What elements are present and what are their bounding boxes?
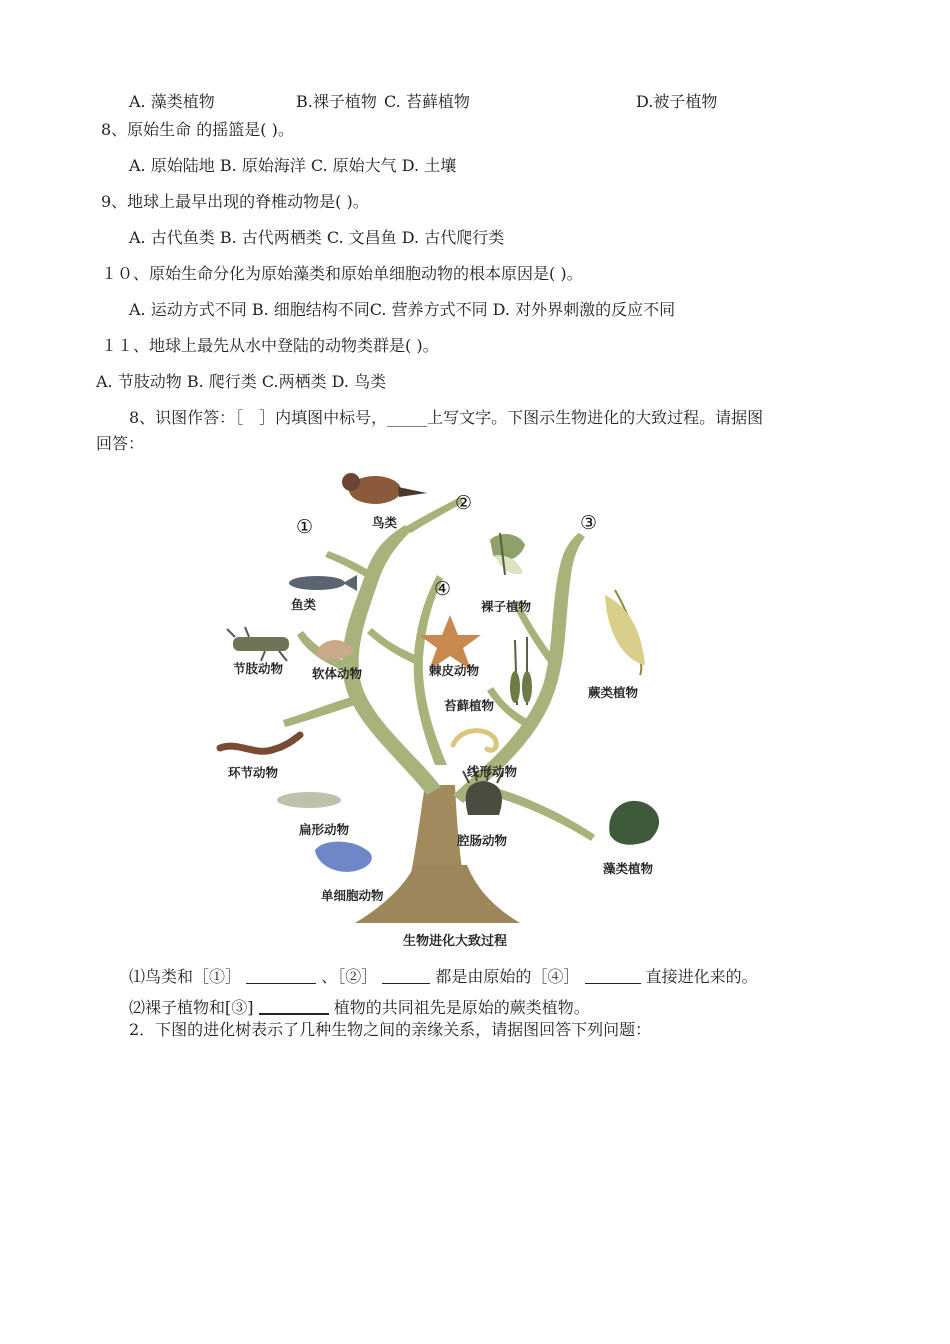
protozoa-icon xyxy=(315,842,372,872)
algae-icon xyxy=(609,801,659,845)
q9-stem: 9、地球上最早出现的脊椎动物是( )。 xyxy=(101,192,369,211)
marker-4: ④ xyxy=(434,578,452,600)
q7-option-b: B.裸子植物 xyxy=(296,92,377,111)
label-gymnosperm: 裸子植物 xyxy=(481,599,532,614)
q7-option-a: A. 藻类植物 xyxy=(129,92,215,111)
q8-options: A. 原始陆地 B. 原始海洋 C. 原始大气 D. 土壤 xyxy=(129,156,457,175)
evolution-tree-drawing xyxy=(205,465,675,955)
fern-icon xyxy=(605,590,645,675)
marker-1: ① xyxy=(296,516,314,538)
answer-1 xyxy=(129,967,758,987)
answer-2-prefix: ⑵裸子植物和[③] xyxy=(129,998,254,1017)
q10-options: A. 运动方式不同 B. 细胞结构不同C. 营养方式不同 D. 对外界刺激的反应不同 xyxy=(129,300,676,319)
answer-1-prefix: ⑴鸟类和［①］ xyxy=(129,967,242,986)
label-annelid: 环节动物 xyxy=(228,765,279,780)
answer-1-blank-3[interactable] xyxy=(585,969,641,984)
label-algae: 藻类植物 xyxy=(603,861,654,876)
label-protozoa: 单细胞动物 xyxy=(321,888,384,903)
label-fern: 蕨类植物 xyxy=(588,685,639,700)
q7-option-d: D.被子植物 xyxy=(636,92,718,111)
label-flatworm: 扁形动物 xyxy=(299,822,350,837)
label-mollusc: 软体动物 xyxy=(312,666,363,681)
evolution-tree-figure xyxy=(205,465,675,955)
label-fish: 鱼类 xyxy=(291,597,317,612)
q11-stem: １１、地球上最先从水中登陆的动物类群是( )。 xyxy=(101,336,439,355)
question-2-stem: 2．下图的进化树表示了几种生物之间的亲缘关系，请据图回答下列问题： xyxy=(129,1020,652,1039)
marker-2: ② xyxy=(455,492,473,514)
marker-3: ③ xyxy=(580,512,598,534)
figure-title: 生物进化大致过程 xyxy=(403,934,508,949)
label-coelenterate: 腔肠动物 xyxy=(457,833,508,848)
answer-1-suffix: 直接进化来的。 xyxy=(645,967,758,986)
q10-stem: １０、原始生命分化为原始藻类和原始单细胞动物的根本原因是( )。 xyxy=(101,264,583,283)
label-arthropod: 节肢动物 xyxy=(233,661,284,676)
answer-1-blank-2[interactable] xyxy=(382,969,430,984)
flatworm-icon xyxy=(277,792,341,808)
figure-question-line1: 8、识图作答：［ ］内填图中标号，_____上写文字。下图示生物进化的大致过程。请据图 xyxy=(129,408,764,427)
answer-1-blank-1[interactable] xyxy=(246,969,316,984)
moss-icon xyxy=(510,637,532,705)
q7-option-c: C. 苔藓植物 xyxy=(384,92,470,111)
answer-2 xyxy=(129,998,590,1018)
branch-annelid xyxy=(283,697,355,727)
label-bird: 鸟类 xyxy=(372,515,398,530)
q8-stem: 8、原始生命 的摇篮是( )。 xyxy=(101,120,294,139)
figure-question-line2: 回答： xyxy=(96,434,145,453)
arthropod-icon xyxy=(227,627,289,661)
branch-mollusc xyxy=(367,628,421,665)
label-echinoderm: 棘皮动物 xyxy=(429,663,480,678)
label-nematode: 线形动物 xyxy=(467,764,518,779)
label-moss: 苔藓植物 xyxy=(444,698,495,713)
answer-1-middle-2: 都是由原始的［④］ xyxy=(435,967,580,986)
answer-1-middle: 、［②］ xyxy=(321,967,378,986)
q11-options: A. 节肢动物 B. 爬行类 C.两栖类 D. 鸟类 xyxy=(96,372,387,391)
answer-2-suffix: 植物的共同祖先是原始的蕨类植物。 xyxy=(333,998,590,1017)
answer-2-blank[interactable] xyxy=(259,999,329,1015)
nematode-icon xyxy=(453,731,496,751)
q9-options: A. 古代鱼类 B. 古代两栖类 C. 文昌鱼 D. 古代爬行类 xyxy=(129,228,505,247)
fish-icon xyxy=(289,575,357,591)
annelid-icon xyxy=(220,735,300,751)
gymnosperm-icon xyxy=(490,533,525,575)
bird-icon xyxy=(342,473,427,504)
